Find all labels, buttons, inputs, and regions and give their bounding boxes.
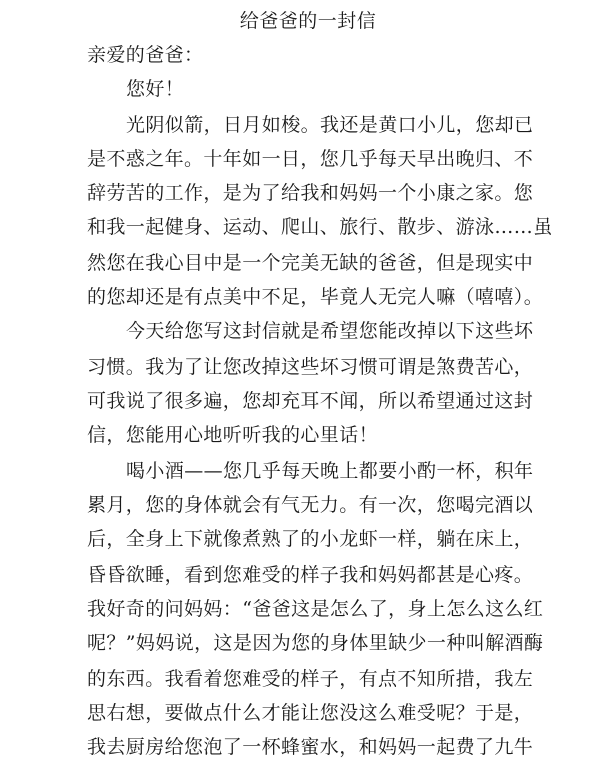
paragraph-line: 思右想，要做点什么才能让您没这么难受呢？于是， xyxy=(87,702,534,724)
paragraph-line: 呢？”妈妈说，这是因为您的身体里缺少一种叫解酒酶 xyxy=(87,632,544,654)
paragraph-line: 累月，您的身体就会有气无力。有一次，您喝完酒以 xyxy=(87,494,534,516)
paragraph-line: 喝小酒——您几乎每天晚上都要小酌一杯，积年 xyxy=(126,460,534,482)
paragraph-line: 信，您能用心地听听我的心里话！ xyxy=(87,424,379,446)
paragraph-line: 昏昏欲睡，看到您难受的样子我和妈妈都甚是心疼。 xyxy=(87,564,534,586)
paragraph-line: 可我说了很多遍，您却充耳不闻，所以希望通过这封 xyxy=(87,390,534,412)
paragraph-line: 的东西。我看着您难受的样子，有点不知所措，我左 xyxy=(87,668,534,690)
paragraph-line: 是不惑之年。十年如一日，您几乎每天早出晚归、不 xyxy=(87,148,534,170)
paragraph-line: 然您在我心目中是一个完美无缺的爸爸，但是现实中 xyxy=(87,252,534,274)
paragraph-line: 的您却还是有点美中不足，毕竟人无完人嘛（嘻嘻）。 xyxy=(87,286,544,308)
paragraph-line: 光阴似箭，日月如梭。我还是黄口小儿，您却已 xyxy=(126,114,534,136)
paragraph-line: 辞劳苦的工作，是为了给我和妈妈一个小康之家。您 xyxy=(87,182,534,204)
salutation-line: 亲爱的爸爸： xyxy=(87,44,204,66)
paragraph-line: 我去厨房给您泡了一杯蜂蜜水，和妈妈一起费了九牛 xyxy=(87,736,534,758)
paragraph-line: 和我一起健身、运动、爬山、旅行、散步、游泳……虽 xyxy=(87,216,553,238)
paragraph-line: 习惯。我为了让您改掉这些坏习惯可谓是煞费苦心， xyxy=(87,356,534,378)
paragraph-line: 今天给您写这封信就是希望您能改掉以下这些坏 xyxy=(126,320,534,342)
paragraph-line: 我好奇的问妈妈：“爸爸这是怎么了，身上怎么这么红 xyxy=(87,598,544,620)
letter-title: 给爸爸的一封信 xyxy=(239,10,377,32)
paragraph-line: 后，全身上下就像煮熟了的小龙虾一样，躺在床上， xyxy=(87,528,534,550)
greeting-line: 您好！ xyxy=(126,78,185,100)
